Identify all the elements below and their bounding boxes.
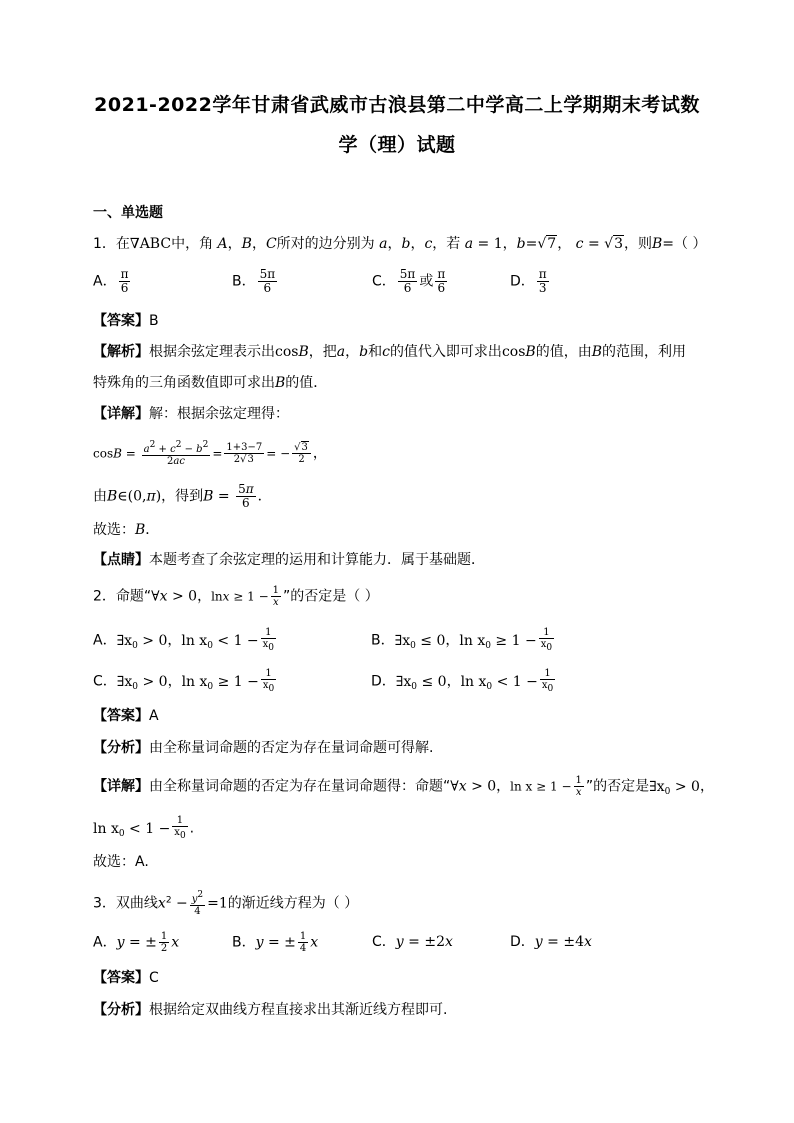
q3-option-b: B．y = ± $\frac{1}{4}$ x	[232, 931, 319, 954]
q1-choose: 故选：B．	[93, 522, 160, 538]
q2-option-d: D．$\exists x_0 \le 0$，$\ln x_0 < 1$ − $\frac{1}{x0}$	[371, 668, 554, 694]
q1-stem: 1．在∇ABC中，角 A，B，C所对的边分别为 a，b，c，若 a = 1，b=√7， c = √3，则B=（ ）	[93, 236, 707, 252]
q2-detail-line-1: 【详解】由全称量词命题的否定为存在量词命题得：命题“∀x > 0，ln x ≥ 1 − $\frac{1}{x}$ ”的否定是$\exists x_0 > 0$，	[93, 775, 714, 798]
q2-answer: 【答案】A	[93, 708, 159, 724]
section-heading: 一、单选题	[93, 205, 163, 221]
q3-option-a: A．y = ± $\frac{1}{2}$ x	[93, 931, 180, 954]
q3-option-c: C．y = ±2x	[372, 934, 453, 950]
q2-detail-line-2: $\ln x_0 < 1$ − $\frac{1}{x0}$ .	[93, 815, 195, 841]
q1-option-a: A． $\frac{\pi}{6}$	[93, 267, 129, 295]
q3-option-d: D．y = ±4x	[510, 934, 592, 950]
q1-analysis-line-1: 【解析】根据余弦定理表示出cosB，把a，b和c的值代入即可求出cosB的值，由B的范围，利用	[93, 344, 686, 360]
q1-answer: 【答案】B	[93, 313, 159, 329]
q3-answer: 【答案】C	[93, 970, 159, 986]
document-title-line-2: 学（理）试题	[338, 134, 456, 156]
q1-note: 【点睛】本题考查了余弦定理的运用和计算能力．属于基础题．	[93, 552, 485, 568]
q2-option-a: A．$\exists x_0 > 0$，$\ln x_0 < 1$ − $\frac{1}{x0}$	[93, 627, 275, 653]
q3-analysis: 【分析】根据给定双曲线方程直接求出其渐近线方程即可.	[93, 1002, 448, 1018]
q2-option-c: C．$\exists x_0 > 0$，$\ln x_0 \ge 1$ − $\frac{1}{x0}$	[93, 668, 275, 694]
q2-stem: 2．命题“∀x > 0，lnx ≥ 1 − $\frac{1}{x}$ ”的否定是（ ）	[93, 585, 379, 608]
document-title-line-1: 2021-2022学年甘肃省武威市古浪县第二中学高二上学期期末考试数	[94, 94, 700, 116]
q1-range: 由B∈(0,π)，得到B = $\frac{5\pi}{6}$ ．	[93, 482, 272, 510]
q1-option-b: B． $\frac{5\pi}{6}$	[232, 267, 276, 295]
q1-option-d: D． $\frac{\pi}{3}$	[510, 267, 547, 295]
q1-option-c: C． $\frac{5\pi}{6}$ 或 $\frac{\pi}{6}$	[372, 267, 446, 295]
q3-stem: 3．双曲线$x^2$ − $\frac{y2}{4}$ =1的渐近线方程为（ ）	[93, 890, 359, 917]
q2-option-b: B．$\exists x_0 \le 0$，$\ln x_0 \ge 1$ − $\frac{1}{x0}$	[371, 627, 553, 653]
q1-detail: 【详解】解：根据余弦定理得：	[93, 406, 289, 422]
q2-analysis: 【分析】由全称量词命题的否定为存在量词命题可得解.	[93, 740, 434, 756]
q1-cos-formula: cosB = $\frac{a2 + c2 - b2}{2ac}$ = $\frac{1+3-7}{2√3}$ = − $\frac{√3}{2}$ ，	[93, 440, 327, 467]
q1-analysis-line-2: 特殊角的三角函数值即可求出B的值．	[93, 375, 328, 391]
q2-choose: 故选：A.	[93, 854, 149, 870]
